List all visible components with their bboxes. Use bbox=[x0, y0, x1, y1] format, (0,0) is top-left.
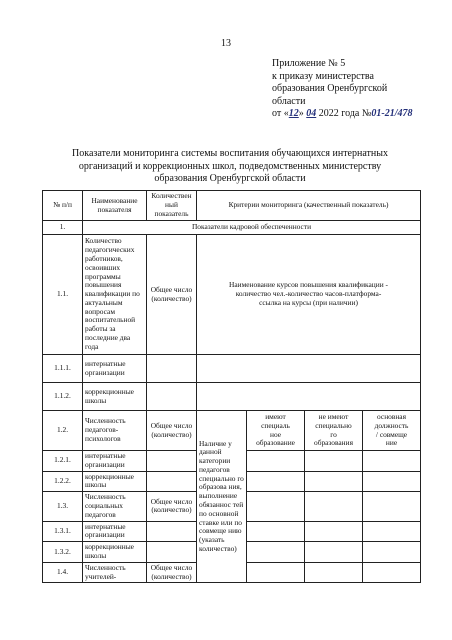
cell-empty bbox=[247, 562, 305, 583]
table-row bbox=[43, 355, 421, 383]
cell-empty bbox=[363, 451, 421, 472]
cell-empty bbox=[305, 542, 363, 563]
cell-num: 1.2. bbox=[43, 411, 83, 451]
cell-empty bbox=[247, 542, 305, 563]
cell-empty bbox=[197, 383, 421, 411]
table-row bbox=[43, 383, 421, 411]
cell-empty bbox=[147, 521, 197, 542]
title-line: образования Оренбургской области bbox=[154, 173, 306, 184]
cell-name: коррекционные школы bbox=[83, 383, 147, 411]
cell-presence: Наличие у данной категории педагогов специально го образова ния, выполнение обязаннос тей по основной ставке или по совмеще нию (указать количество) bbox=[197, 411, 247, 583]
header-name: Наименование показателя bbox=[83, 191, 147, 221]
date-suffix: 2022 года № bbox=[316, 108, 372, 119]
cell-empty bbox=[305, 521, 363, 542]
cell-empty bbox=[147, 355, 197, 383]
date-prefix: от « bbox=[272, 108, 289, 119]
cell-num: 1.1.2. bbox=[43, 383, 83, 411]
cell-empty bbox=[247, 492, 305, 521]
cell-empty bbox=[147, 383, 197, 411]
cell-empty bbox=[305, 471, 363, 492]
cell-num: 1.3. bbox=[43, 492, 83, 521]
order-number: 01-21/478 bbox=[371, 108, 413, 119]
cell-empty bbox=[363, 562, 421, 583]
header-num: № п/п bbox=[43, 191, 83, 221]
indicators-table bbox=[42, 190, 421, 583]
cell-name: коррекционные школы bbox=[83, 542, 147, 563]
cell-num: 1.2.2. bbox=[43, 471, 83, 492]
cell-empty bbox=[147, 471, 197, 492]
appendix-line: образования Оренбургской bbox=[272, 83, 388, 94]
cell-empty bbox=[147, 451, 197, 472]
section-title: Показатели кадровой обеспеченности bbox=[83, 221, 421, 235]
cell-empty bbox=[305, 492, 363, 521]
appendix-header bbox=[272, 58, 447, 121]
cell-empty bbox=[363, 492, 421, 521]
cell-empty bbox=[247, 451, 305, 472]
cell-empty bbox=[247, 471, 305, 492]
date-mid: » bbox=[298, 108, 307, 119]
cell-empty bbox=[247, 521, 305, 542]
header-criteria: Критерии мониторинга (качественный показатель) bbox=[197, 191, 421, 221]
date-day: 12 bbox=[288, 108, 299, 119]
document-title bbox=[40, 148, 420, 186]
cell-empty bbox=[305, 451, 363, 472]
cell-empty bbox=[197, 355, 421, 383]
cell-num: 1.3.1. bbox=[43, 521, 83, 542]
table-row bbox=[43, 411, 421, 451]
col-main-position: основная должность / совмеще ние bbox=[363, 411, 421, 451]
cell-name: Численность учителей- bbox=[83, 562, 147, 583]
cell-num: 1.1.1. bbox=[43, 355, 83, 383]
cell-qty: Общее число (количество) bbox=[147, 235, 197, 355]
cell-name: коррекционные школы bbox=[83, 471, 147, 492]
table-row bbox=[43, 221, 421, 235]
cell-num: 1.1. bbox=[43, 235, 83, 355]
col-no-education: не имеют специально го образования bbox=[305, 411, 363, 451]
title-line: организаций и коррекционных школ, подведомственных министерству bbox=[78, 160, 382, 172]
table-header-row bbox=[43, 191, 421, 221]
cell-empty bbox=[363, 521, 421, 542]
cell-criteria: Наименование курсов повышения квалификации - количество чел.-количество часов-платформа- ссылка на курсы (при наличии) bbox=[197, 235, 421, 355]
cell-empty bbox=[363, 542, 421, 563]
cell-empty bbox=[305, 562, 363, 583]
date-month: 04 bbox=[306, 108, 317, 119]
title-line: Показатели мониторинга системы воспитания обучающихся интернатных bbox=[72, 148, 388, 159]
cell-name: интернатные организации bbox=[83, 521, 147, 542]
cell-num: 1. bbox=[43, 221, 83, 235]
cell-num: 1.2.1. bbox=[43, 451, 83, 472]
cell-name: Количество педагогических работников, освоивших программы повышения квалификации по актуальным вопросам воспитательной работы за последние два года bbox=[83, 235, 147, 355]
cell-name: интернатные организации bbox=[83, 451, 147, 472]
appendix-line: Приложение № 5 bbox=[272, 58, 346, 69]
cell-num: 1.3.2. bbox=[43, 542, 83, 563]
table-row bbox=[43, 235, 421, 355]
cell-num: 1.4. bbox=[43, 562, 83, 583]
appendix-date-line bbox=[272, 108, 447, 121]
page-number: 13 bbox=[221, 38, 231, 49]
header-qty: Количествен ный показатель bbox=[147, 191, 197, 221]
cell-qty: Общее число (количество) bbox=[147, 411, 197, 451]
cell-empty bbox=[363, 471, 421, 492]
cell-qty: Общее число (количество) bbox=[147, 492, 197, 521]
appendix-line: области bbox=[272, 95, 306, 107]
cell-name: Численность социальных педагогов bbox=[83, 492, 147, 521]
cell-qty: Общее число (количество) bbox=[147, 562, 197, 583]
cell-empty bbox=[147, 542, 197, 563]
cell-name: Численность педагогов-психологов bbox=[83, 411, 147, 451]
col-have-education: имеют специаль ное образование bbox=[247, 411, 305, 451]
cell-name: интернатные организации bbox=[83, 355, 147, 383]
appendix-line: к приказу министерства bbox=[272, 70, 374, 82]
